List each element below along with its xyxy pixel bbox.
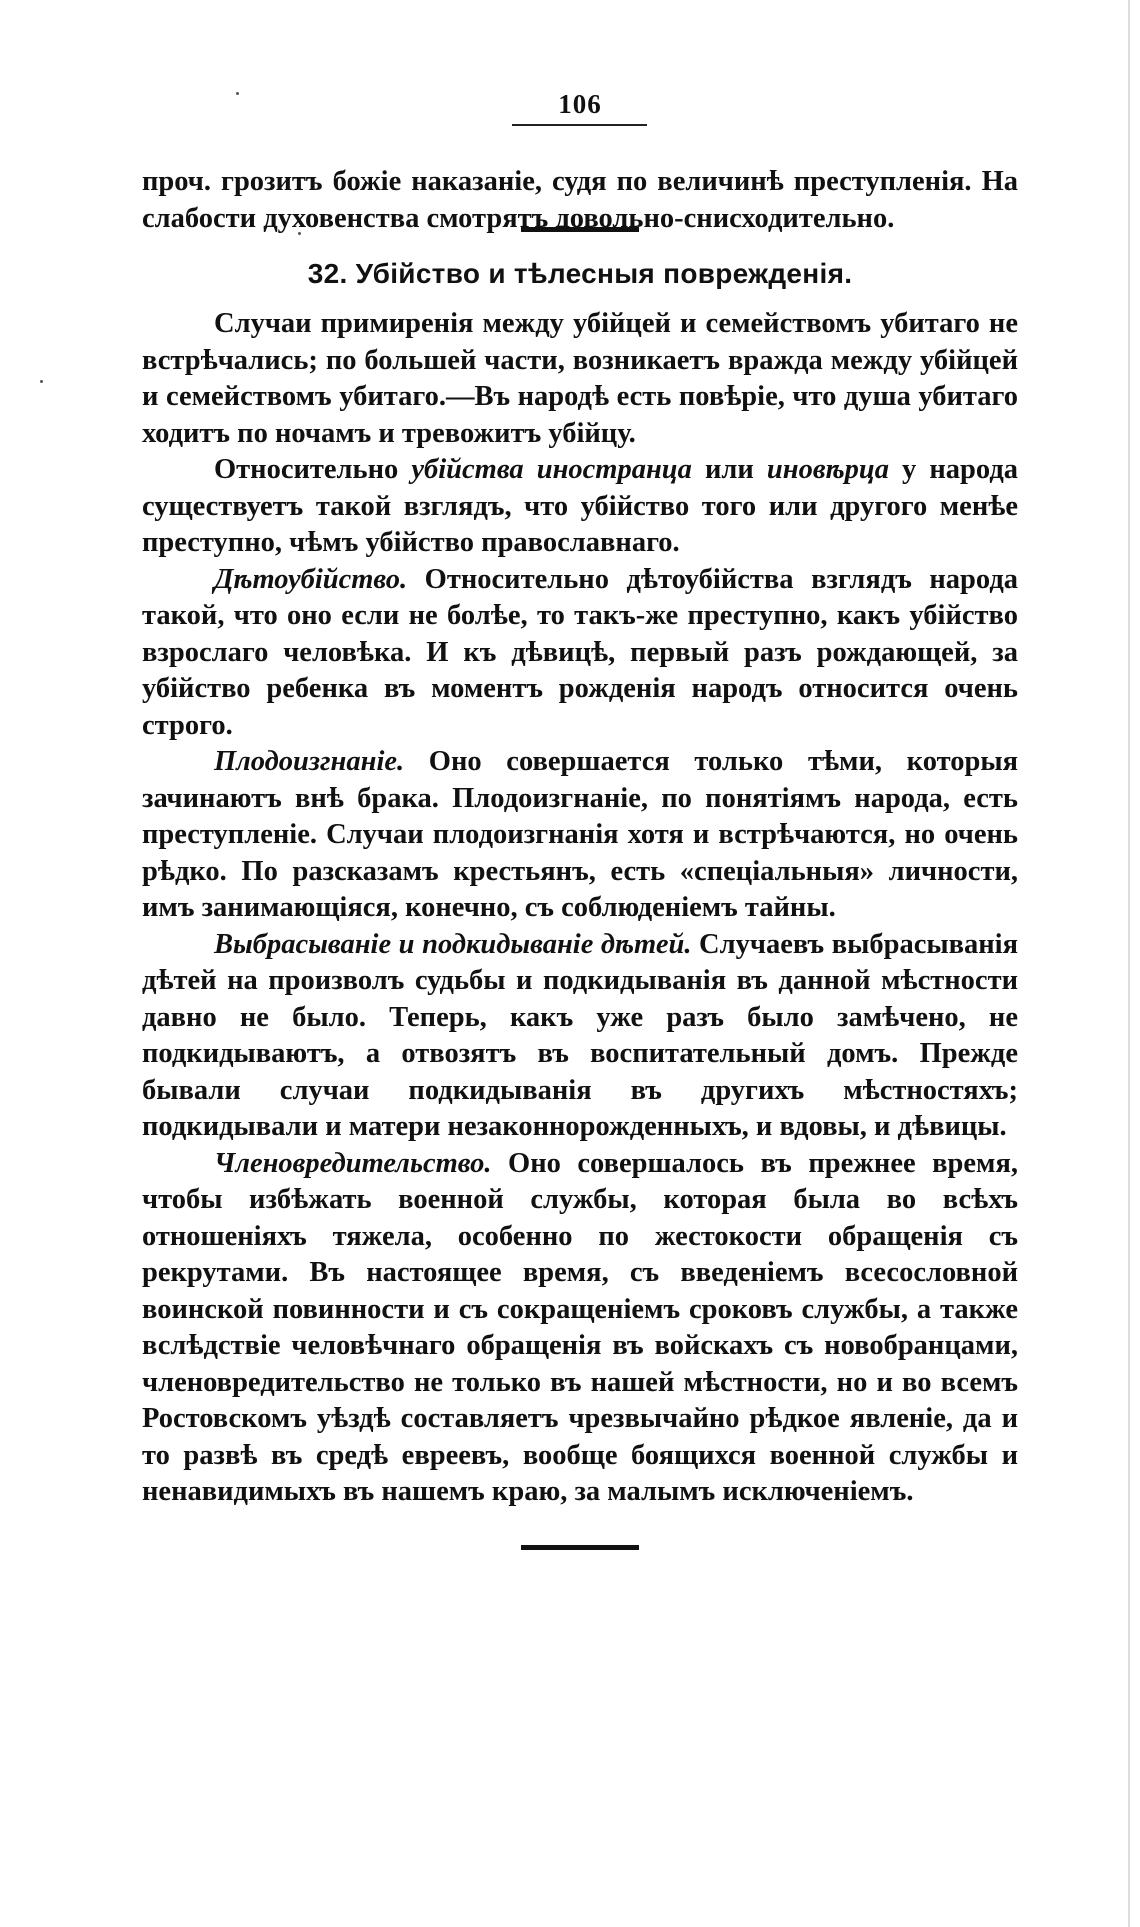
paragraph-abandonment [142, 927, 1018, 1146]
paragraph-text-pre: Относительно [214, 454, 412, 485]
section-heading: 32. Убійство и тѣлесныя поврежденія. [307, 258, 853, 289]
emphasis-heterodox: иновѣрца [766, 454, 889, 485]
paragraph-self-mutilation [142, 1146, 1018, 1511]
paragraph-reconciliation [142, 306, 1018, 452]
paragraph-text: Оно совершалось въ прежнее время, чтобы избѣжать военной службы, которая была во всѣхъ отношеніяхъ тяжела, особенно по жестокости обращенія съ рекрутами. Въ настоящее время, съ введеніемъ всесословной воинской повинности и съ сокращеніемъ сроковъ службы, а также вслѣдствіе человѣчнаго обращенія въ войскахъ съ новобранцами, членовредительство не только въ нашей мѣстности, но и во всемъ Ростовскомъ уѣздѣ составляетъ чрезвычайно рѣдкое явленіе, да и то развѣ въ средѣ евреевъ, вообще боящихся военной службы и ненавидимыхъ въ нашемъ краю, за малымъ исключеніемъ. [142, 1147, 1018, 1507]
paragraph-infanticide [142, 562, 1018, 745]
scan-speck [40, 380, 43, 383]
continuation-paragraph: проч. грозитъ божіе наказаніе, судя по величинѣ преступленія. На слабости духовенства смотрятъ довольно-снисходительно. [142, 166, 1018, 234]
emphasis-foreigner-murder: убійства иностранца [411, 454, 692, 485]
paragraph-lead: Членовредительство. [214, 1147, 492, 1179]
scan-edge [1128, 0, 1130, 1927]
page-number-underline [512, 124, 647, 126]
paragraph-lead: Выбрасываніе и подкидываніе дѣтей. [214, 928, 692, 960]
paragraph-text-mid: или [691, 454, 767, 485]
paragraph-text-post: у народа существуетъ такой взглядъ, что убійство того или другого менѣе преступно, чѣмъ убійство православнаго. [142, 454, 1018, 558]
paragraph-text: Случаевъ выбрасыванія дѣтей на произволъ судьбы и подкидыванія въ данной мѣстности давно не было. Теперь, какъ уже разъ было замѣчено, не подкидываютъ, а отвозятъ въ воспитательный домъ. Прежде бывали случаи подкидыванія въ другихъ мѣстностяхъ; подкидывали и матери незаконнорожденныхъ, и вдовы, и дѣвицы. [142, 928, 1019, 1142]
paragraph-text: Оно совершается только тѣми, которыя зачинаютъ внѣ брака. Плодоизгнаніе, по понятіямъ народа, есть преступленіе. Случаи плодоизгнанія хотя и встрѣчаются, но очень рѣдко. По разсказамъ крестьянъ, есть «спеціальныя» личности, имъ занимающіяся, конечно, съ соблюденіемъ тайны. [142, 746, 1018, 923]
paragraph-foreigner-murder [142, 452, 1018, 562]
paragraph-text: Случаи примиренія между убійцей и семействомъ убитаго не встрѣчались; по большей части, возникаетъ вражда между убійцей и семействомъ убитаго.—Въ народѣ есть повѣріе, что душа убитаго ходитъ по ночамъ и тревожитъ убійцу. [142, 308, 1018, 449]
page-number: 106 [558, 89, 602, 119]
paragraph-text: Относительно дѣтоубійства взглядъ народа такой, что оно если не болѣе, то такъ-же преступно, какъ убійство взрослаго человѣка. И къ дѣвицѣ, первый разъ рождающей, за убійство ребенка въ моментъ рожденія народъ относится очень строго. [142, 563, 1018, 741]
paragraph-lead: Плодоизгнаніе. [214, 746, 405, 777]
paragraph-abortion [142, 744, 1018, 927]
end-divider [521, 1545, 639, 1550]
page-number-block [142, 86, 1018, 122]
paragraph-lead: Дѣтоубійство. [214, 563, 408, 595]
book-page [142, 86, 1018, 1550]
